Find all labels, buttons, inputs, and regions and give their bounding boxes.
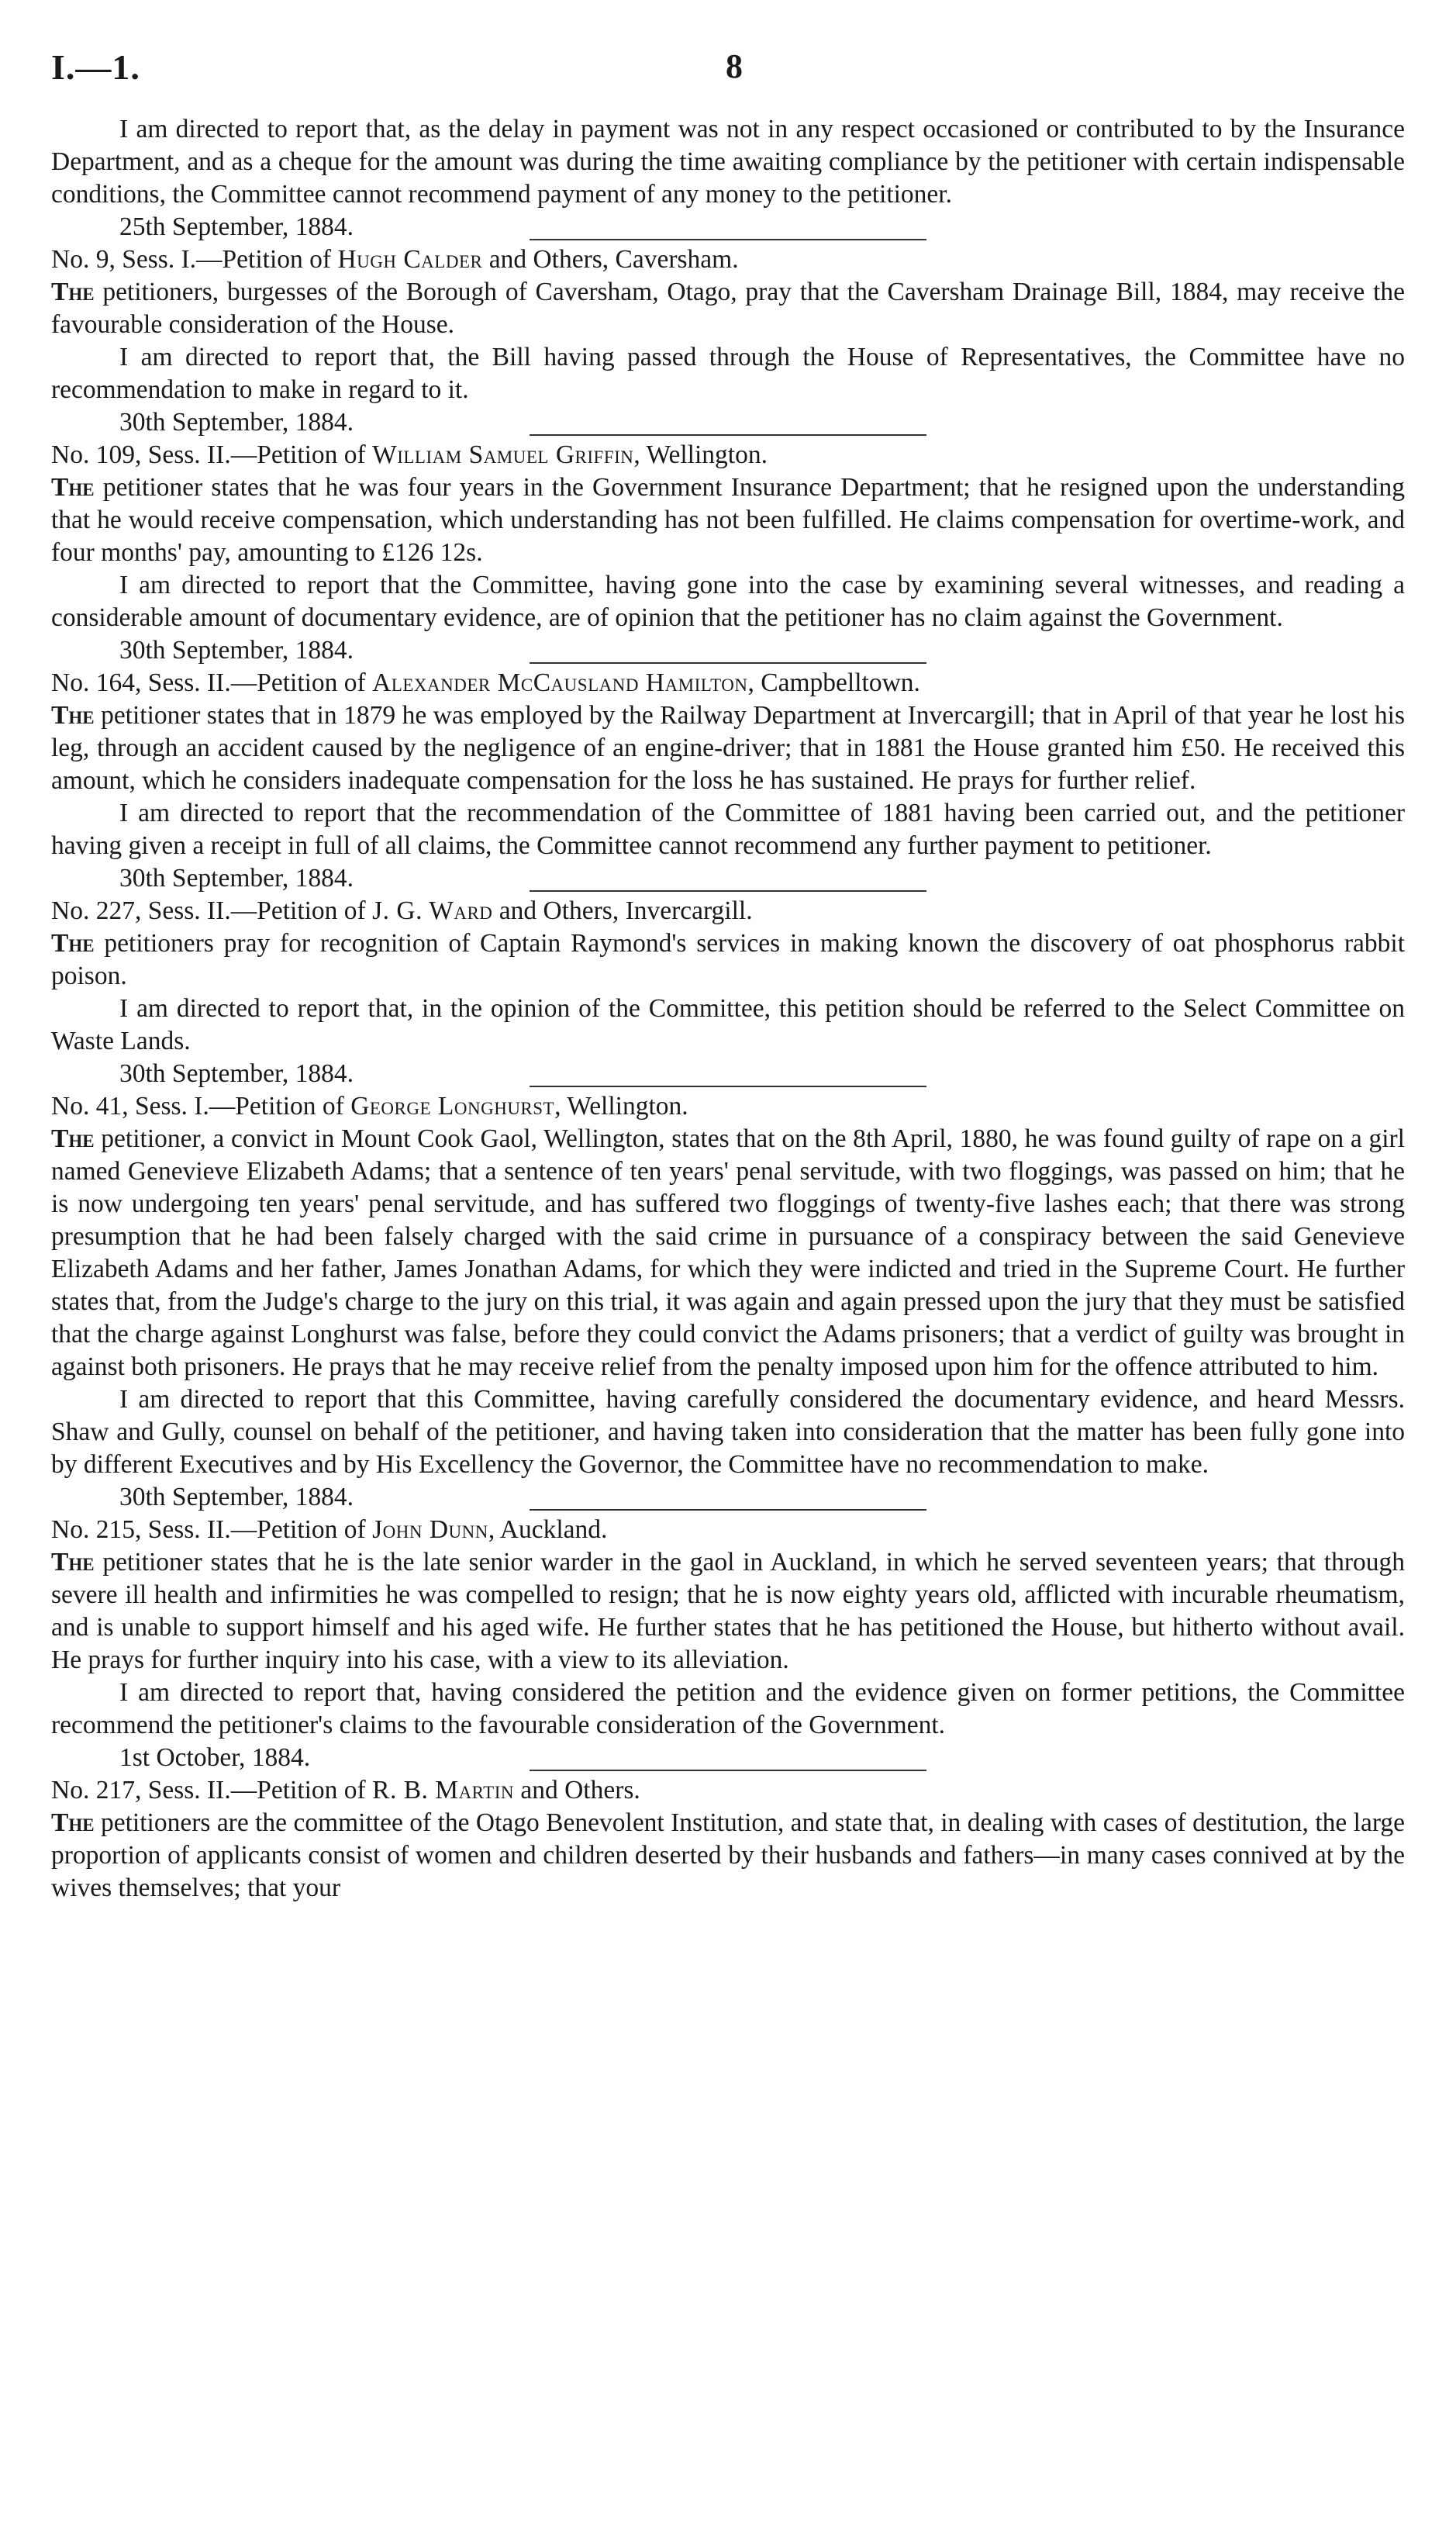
petition-section xyxy=(51,1514,1405,1774)
report-paragraph: I am directed to report that this Committee, having carefully considered the documentary evidence, and heard Messrs. Shaw and Gully, counsel on behalf of the petitioner, and having taken into consideration that the matter has been fully gone into by different Executives and by His Excellency the Governor, the Committee have no recommendation to make. xyxy=(51,1385,1405,1479)
report-paragraph: I am directed to report that the recommendation of the Committee of 1881 having been carried out, and the petitioner having given a receipt in full of all claims, the Committee cannot recommend any further payment to petitioner. xyxy=(51,799,1405,860)
report-date: 30th September, 1884. xyxy=(119,408,354,437)
document-reference: I.—1. xyxy=(51,47,140,87)
page-header xyxy=(51,47,1405,93)
petitioner-name: John Dunn xyxy=(372,1515,488,1544)
intro-section xyxy=(51,113,1405,243)
petition-heading: No. 215, Sess. II.—Petition of John Dunn, Auckland. xyxy=(51,1515,608,1544)
report-paragraph: I am directed to report that the Committee, having gone into the case by examining several witnesses, and reading a considerable amount of documentary evidence, are of opinion that the petitioner has no claim against the Government. xyxy=(51,571,1405,632)
petition-section xyxy=(51,243,1405,439)
report-date: 30th September, 1884. xyxy=(119,864,354,893)
report-date: 25th September, 1884. xyxy=(119,212,354,241)
petition-heading: No. 41, Sess. I.—Petition of George Longhurst, Wellington. xyxy=(51,1092,688,1121)
petition-heading: No. 9, Sess. I.—Petition of Hugh Calder and Others, Caversham. xyxy=(51,245,739,274)
petition-statement: The petitioner states that he is the late senior warder in the gaol in Auckland, in which he served seventeen years; that through severe ill health and infirmities he was compelled to resign; that he is now eighty years old, afflicted with incurable rheumatism, and is unable to support himself and his aged wife. He further states that he has petitioned the House, but hitherto without avail. He prays for further inquiry into his case, with a view to its alleviation. xyxy=(51,1548,1405,1674)
report-date: 30th September, 1884. xyxy=(119,636,354,665)
petition-section xyxy=(51,895,1405,1090)
petitioner-name: Alexander McCausland Hamilton xyxy=(372,668,748,697)
petition-statement: The petitioners are the committee of the Otago Benevolent Institution, and state that, in dealing with cases of destitution, the large proportion of applicants consist of women and children deserted by their husbands and fathers—in many cases connived at by the wives themselves; that your xyxy=(51,1808,1406,1902)
report-date: 30th September, 1884. xyxy=(119,1483,354,1511)
petition-statement: The petitioners pray for recognition of Captain Raymond's services in making known the discovery of oat phosphorus rabbit poison. xyxy=(51,929,1406,990)
petition-section xyxy=(51,1090,1405,1514)
petition-statement: The petitioners, burgesses of the Borough of Caversham, Otago, pray that the Caversham Drainage Bill, 1884, may receive the favourable consideration of the House. xyxy=(51,278,1406,339)
report-paragraph: I am directed to report that, as the delay in payment was not in any respect occasioned or contributed to by the Insurance Department, and as a cheque for the amount was during the time awaiting compliance by the petitioner with certain indispensable conditions, the Committee cannot recommend payment of any money to the petitioner. xyxy=(51,115,1405,209)
report-date: 1st October, 1884. xyxy=(119,1743,311,1772)
petition-statement: The petitioner states that he was four years in the Government Insurance Department; that he resigned upon the understanding that he would receive compensation, which understanding has not been fulfilled. He claims compensation for overtime-work, and four months' pay, amounting to £126 12s. xyxy=(51,473,1405,567)
page-body xyxy=(51,113,1405,1905)
petitioner-name: R. B. Martin xyxy=(372,1776,514,1804)
petitioner-name: J. G. Ward xyxy=(372,896,493,925)
report-paragraph: I am directed to report that, in the opinion of the Committee, this petition should be referred to the Select Committee on Waste Lands. xyxy=(51,994,1405,1055)
page-number: 8 xyxy=(726,47,743,85)
petition-section xyxy=(51,439,1405,667)
petition-heading: No. 217, Sess. II.—Petition of R. B. Martin and Others. xyxy=(51,1776,640,1804)
petitioner-name: George Longhurst xyxy=(350,1092,555,1121)
petitioner-name: William Samuel Griffin xyxy=(372,440,634,469)
petitioner-name: Hugh Calder xyxy=(337,245,483,274)
petition-statement: The petitioner states that in 1879 he was employed by the Railway Department at Invercargill; that in April of that year he lost his leg, through an accident caused by the negligence of an engine-driver; that in 1881 the House granted him £50. He received this amount, which he considers inadequate compensation for the loss he has sustained. He prays for further relief. xyxy=(51,701,1405,795)
petition-statement: The petitioner, a convict in Mount Cook Gaol, Wellington, states that on the 8th April, 1880, he was found guilty of rape on a girl named Genevieve Elizabeth Adams; that a sentence of ten years' penal servitude, with two floggings, was passed on him; that he is now undergoing ten years' penal servitude, and has suffered two floggings of twenty-five lashes each; that there was strong presumption that he had been falsely charged with the said crime in pursuance of a conspiracy between the said Genevieve Elizabeth Adams and her father, James Jonathan Adams, for which they were indicted and tried in the Supreme Court. He further states that, from the Judge's charge to the jury on this trial, it was again and again pressed upon the jury that they must be satisfied that the charge against Longhurst was false, before they could convict the Adams prisoners; that a verdict of guilty was brought in against both prisoners. He prays that he may receive relief from the penalty imposed upon him for the offence attributed to him. xyxy=(51,1124,1405,1381)
report-paragraph: I am directed to report that, having considered the petition and the evidence given on former petitions, the Committee recommend the petitioner's claims to the favourable consideration of the Government. xyxy=(51,1678,1405,1739)
petition-section xyxy=(51,1774,1405,1905)
petition-heading: No. 227, Sess. II.—Petition of J. G. Ward and Others, Invercargill. xyxy=(51,896,753,925)
report-date: 30th September, 1884. xyxy=(119,1059,354,1088)
petition-heading: No. 109, Sess. II.—Petition of William Samuel Griffin, Wellington. xyxy=(51,440,768,469)
report-paragraph: I am directed to report that, the Bill having passed through the House of Representatives, the Committee have no recommendation to make in regard to it. xyxy=(51,343,1405,404)
petition-heading: No. 164, Sess. II.—Petition of Alexander McCausland Hamilton, Campbelltown. xyxy=(51,668,920,697)
petition-section xyxy=(51,667,1405,895)
